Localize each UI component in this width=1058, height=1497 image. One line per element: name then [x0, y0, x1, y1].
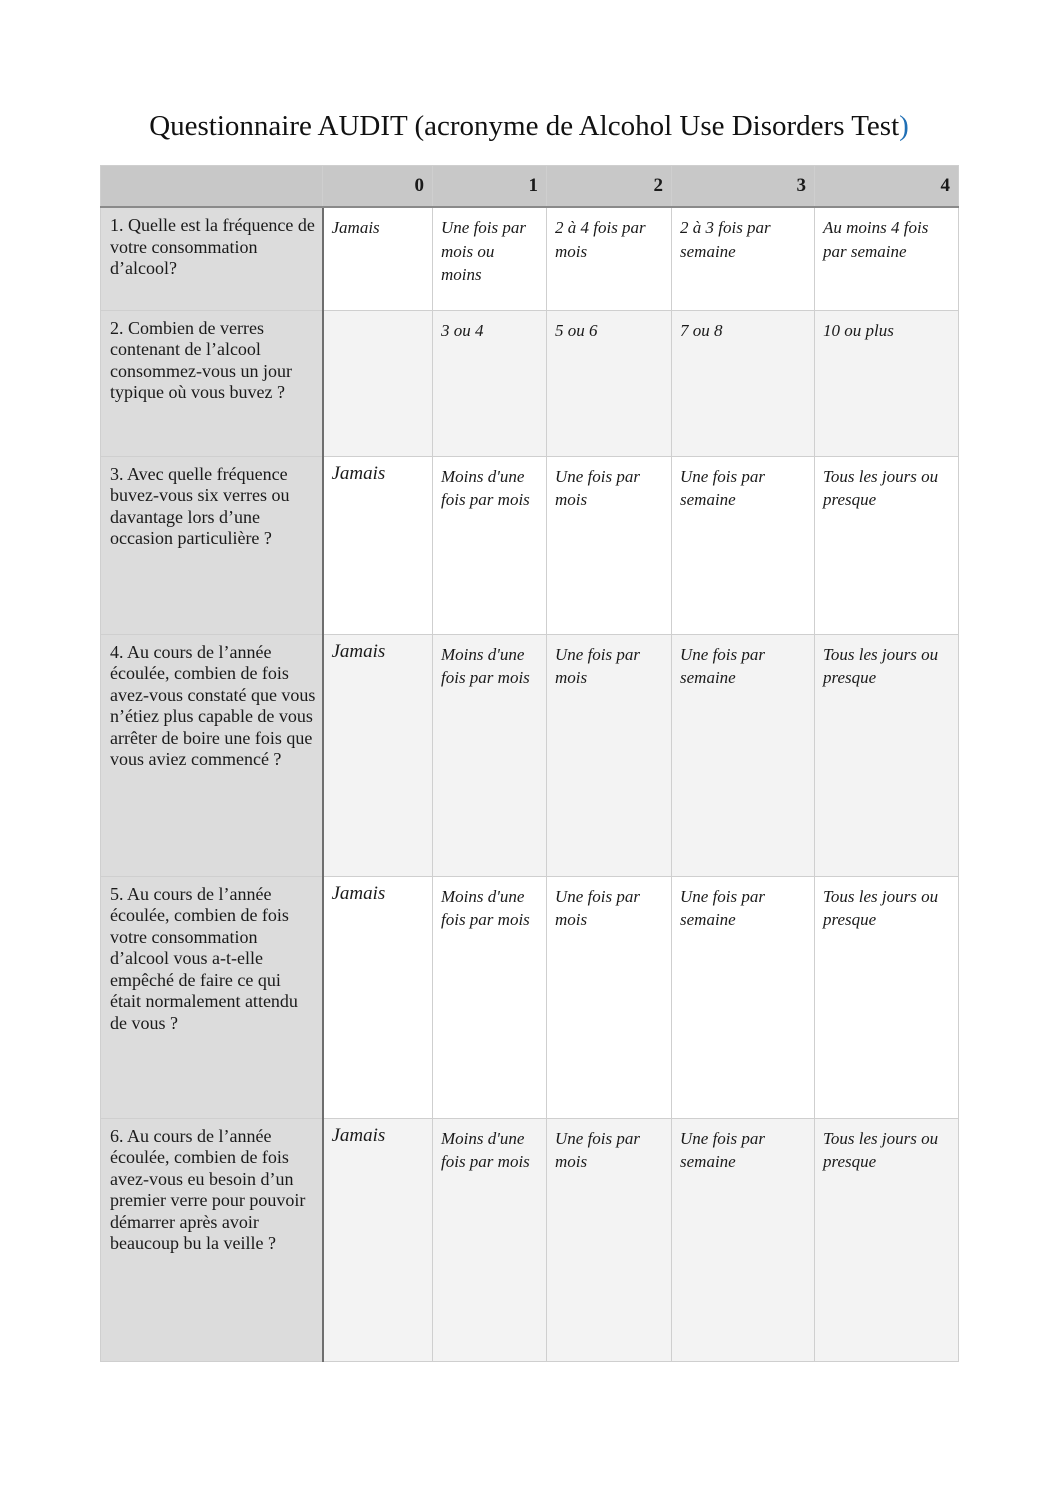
answer-cell: 2 à 4 fois par mois: [547, 207, 672, 310]
question-cell: 4. Au cours de l’année écoulée, combien de fois avez-vous constaté que vous n’étiez plus capable de vous arrêter de boire une fois que vous aviez commencé ?: [101, 634, 323, 876]
header-score-0: 0: [323, 166, 433, 208]
answer-cell: Jamais: [323, 876, 433, 1118]
header-score-4: 4: [815, 166, 959, 208]
answer-cell: Une fois par semaine: [672, 456, 815, 634]
answer-cell: Jamais: [323, 456, 433, 634]
header-score-1: 1: [433, 166, 547, 208]
answer-cell: Une fois par semaine: [672, 876, 815, 1118]
answer-cell: 2 à 3 fois par semaine: [672, 207, 815, 310]
answer-cell: 3 ou 4: [433, 310, 547, 456]
answer-cell: Une fois par mois ou moins: [433, 207, 547, 310]
answer-cell: Une fois par semaine: [672, 634, 815, 876]
table-row: [101, 876, 959, 1118]
header-score-2: 2: [547, 166, 672, 208]
answer-cell: Moins d'une fois par mois: [433, 876, 547, 1118]
question-cell: 5. Au cours de l’année écoulée, combien de fois votre consommation d’alcool vous a-t-elle empêché de faire ce qui était normalement attendu de vous ?: [101, 876, 323, 1118]
answer-cell: Jamais: [323, 634, 433, 876]
title-close-paren: ): [899, 110, 909, 142]
answer-cell: Au moins 4 fois par semaine: [815, 207, 959, 310]
table-row: [101, 456, 959, 634]
header-corner: [101, 166, 323, 208]
answer-cell: Tous les jours ou presque: [815, 634, 959, 876]
answer-cell: 10 ou plus: [815, 310, 959, 456]
table-row: [101, 1118, 959, 1361]
answer-cell: Une fois par mois: [547, 1118, 672, 1361]
answer-cell: Jamais: [323, 207, 433, 310]
answer-cell: Jamais: [323, 1118, 433, 1361]
header-row: [101, 166, 959, 208]
table-row: [101, 207, 959, 310]
page-title: [0, 106, 1058, 146]
answer-cell: Moins d'une fois par mois: [433, 456, 547, 634]
answer-cell: 5 ou 6: [547, 310, 672, 456]
answer-cell: Une fois par mois: [547, 876, 672, 1118]
table-row: [101, 634, 959, 876]
answer-cell: Une fois par mois: [547, 634, 672, 876]
table-row: [101, 310, 959, 456]
answer-cell: Moins d'une fois par mois: [433, 634, 547, 876]
answer-cell: Une fois par mois: [547, 456, 672, 634]
answer-cell: Moins d'une fois par mois: [433, 1118, 547, 1361]
title-text: Questionnaire AUDIT (acronyme de Alcohol Use Disorders Test: [149, 110, 900, 142]
answer-cell: Une fois par semaine: [672, 1118, 815, 1361]
audit-table: [100, 165, 959, 1362]
answer-cell: Tous les jours ou presque: [815, 876, 959, 1118]
question-cell: 3. Avec quelle fréquence buvez-vous six verres ou davantage lors d’une occasion particulière ?: [101, 456, 323, 634]
question-cell: 2. Combien de verres contenant de l’alcool consommez-vous un jour typique où vous buvez ?: [101, 310, 323, 456]
answer-cell: 7 ou 8: [672, 310, 815, 456]
answer-cell: Tous les jours ou presque: [815, 456, 959, 634]
question-cell: 6. Au cours de l’année écoulée, combien de fois avez-vous eu besoin d’un premier verre pour pouvoir démarrer après avoir beaucoup bu la veille ?: [101, 1118, 323, 1361]
header-score-3: 3: [672, 166, 815, 208]
answer-cell: Tous les jours ou presque: [815, 1118, 959, 1361]
answer-cell: [323, 310, 433, 456]
question-cell: 1. Quelle est la fréquence de votre consommation d’alcool?: [101, 207, 323, 310]
